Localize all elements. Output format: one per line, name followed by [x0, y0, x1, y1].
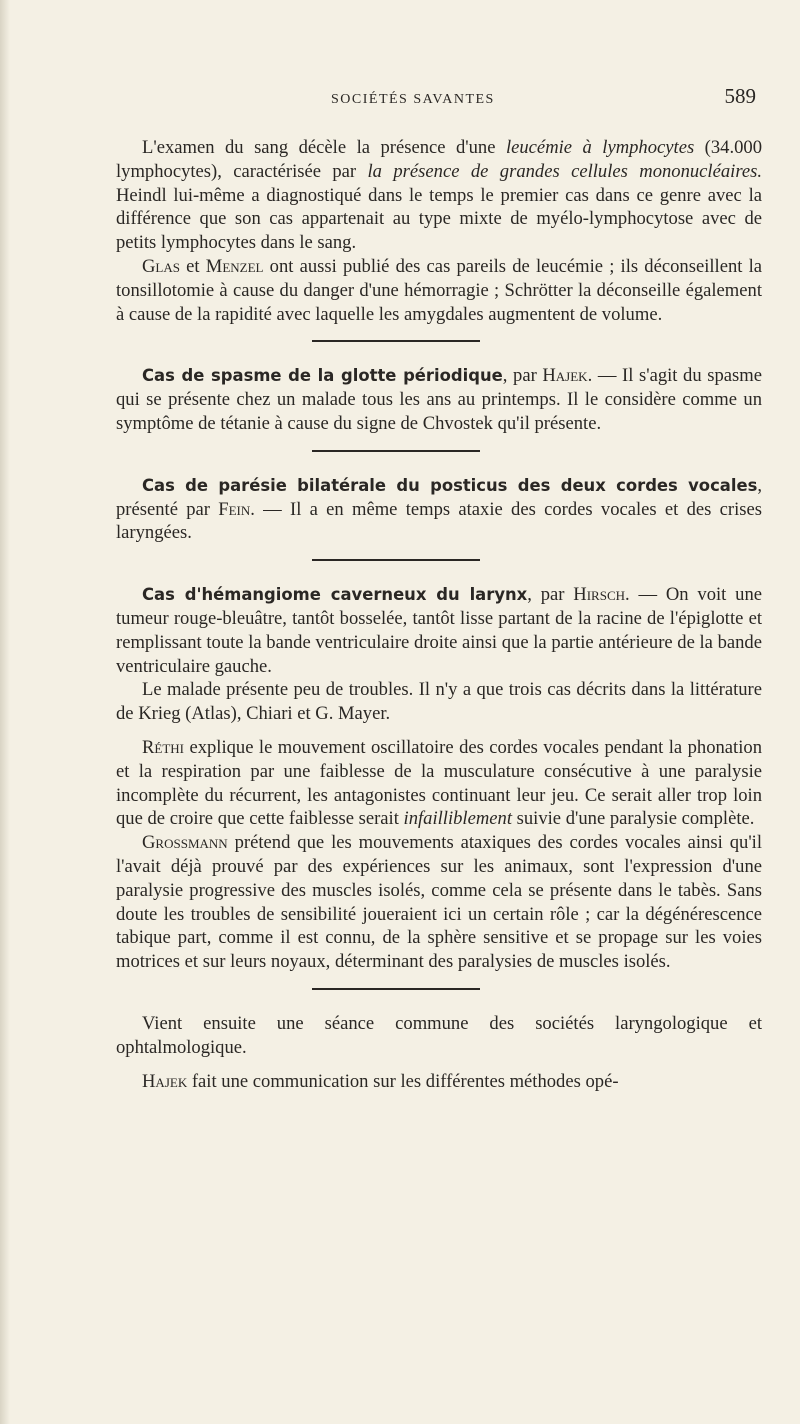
section-divider	[312, 340, 480, 342]
section-divider	[312, 559, 480, 561]
page-header	[120, 84, 760, 120]
paragraph-case-spasme: Cas de spasme de la glotte périodique, par Hajek. — Il s'agit du spasme qui se présente chez un malade tous les ans au printemps. Il le considère comme un symptôme de tétanie à cause du signe de Chvostek qu'il présente.	[116, 365, 762, 434]
section-divider	[312, 988, 480, 990]
case-title: Cas de spasme de la glotte périodique	[142, 366, 503, 386]
case-title: Cas d'hémangiome caverneux du larynx	[142, 585, 528, 605]
paragraph-blood-exam: L'examen du sang décèle la présence d'une leucémie à lymphocytes (34.000 lymphocytes), caractérisée par la présence de grandes cellules mononucléaires. Heindl lui-même a diagnostiqué dans le temps le premier cas dans ce genre avec la différence que son cas appartenait au type mixte de myélo-lymphocytose avec de petits lymphocytes dans le sang.	[116, 137, 762, 254]
paragraph-case-paresie: Cas de parésie bilatérale du posticus des deux cordes vocales, présenté par Fein. — Il a en même temps ataxie des cordes vocales et des crises laryngées.	[116, 474, 763, 544]
paragraph-hajek: Hajek fait une communication sur les différentes méthodes opé-	[142, 1070, 619, 1092]
running-title: SOCIÉTÉS SAVANTES	[331, 92, 495, 107]
paragraph-grossmann: Grossmann prétend que les mouvements ataxiques des cordes vocales ainsi qu'il l'avait déjà prouvé par des expériences sur les animaux, sont l'expression d'une paralysie progressive des muscles isolés, comme cela se présente dans le tabès. Sans doute les troubles de sensibilité joueraient ici un certain rôle ; car la dégénérescence tabique part, comme il est connu, de la sphère sensitive et se propage sur les voies motrices et sur leurs noyaux, déterminant des paralysies de muscles isolés.	[116, 832, 762, 973]
page-body	[116, 136, 762, 1093]
paragraph-rethi: Réthi explique le mouvement oscillatoire des cordes vocales pendant la phonation et la respiration par une faiblesse de la musculature consécutive à une paralysie incomplète du récurrent, les antagonistes continuant leur jeu. Ce serait aller trop loin que de croire que cette faiblesse serait infailliblement suivie d'une paralysie complète.	[116, 736, 762, 830]
scan-edge	[0, 0, 10, 1424]
paragraph-malade: Le malade présente peu de troubles. Il n'y a que trois cas décrits dans la littérature de Krieg (Atlas), Chiari et G. Mayer.	[116, 679, 762, 725]
section-divider	[312, 450, 480, 452]
paragraph-case-hemangiome: Cas d'hémangiome caverneux du larynx, par Hirsch. — On voit une tumeur rouge-bleuâtre, tantôt bosselée, tantôt lisse partant de la racine de l'épiglotte et remplissant toute la bande ventriculaire droite ainsi que la partie antérieure de la bande ventriculaire gauche.	[116, 584, 762, 677]
case-title: Cas de parésie bilatérale du posticus des deux cordes vocales	[142, 475, 758, 495]
paragraph-seance-commune: Vient ensuite une séance commune des sociétés laryngologique et ophtalmologique.	[116, 1012, 762, 1058]
page-number: 589	[724, 84, 756, 108]
paragraph-glas-menzel: Glas et Menzel ont aussi publié des cas pareils de leucémie ; ils déconseillent la tonsillotomie à cause du danger d'une hémorragie ; Schrötter la déconseille également à cause de la rapidité avec laquelle les amygdales augmentent de volume.	[116, 255, 762, 325]
